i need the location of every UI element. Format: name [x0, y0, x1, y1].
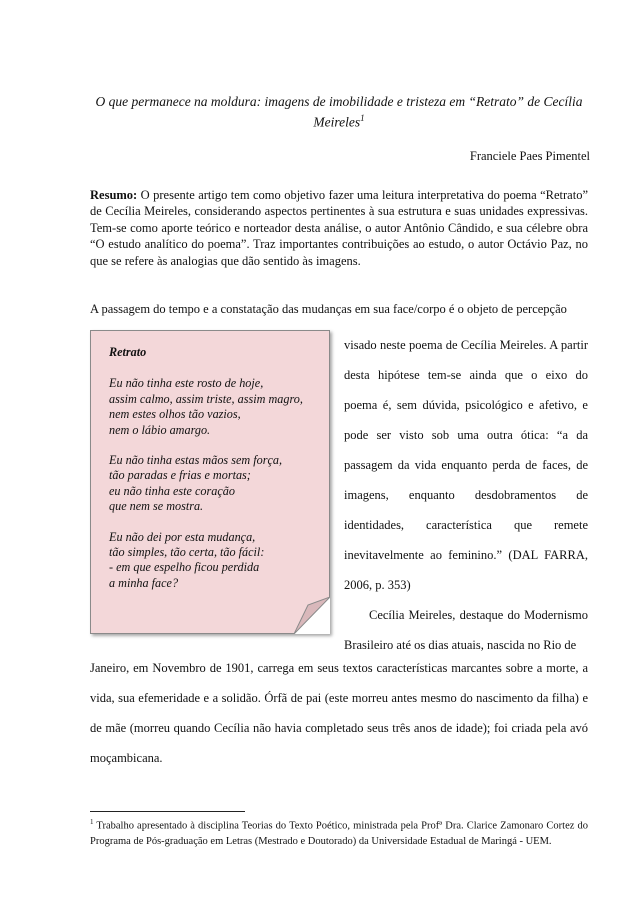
- poem-line: que nem se mostra.: [109, 499, 204, 514]
- poem-line: assim calmo, assim triste, assim magro,: [109, 391, 303, 406]
- paragraph-2-start: Cecília Meireles, destaque do Modernismo Brasileiro até os dias atuais, nascida no Rio de: [344, 608, 588, 652]
- poem-line: nem o lábio amargo.: [109, 422, 211, 437]
- poem: [109, 345, 324, 606]
- article-title: [90, 93, 588, 131]
- poem-line: tão paradas e frias e mortas;: [109, 468, 251, 483]
- right-column: [344, 330, 588, 660]
- footnote-text: Trabalho apresentado à disciplina Teorias do Texto Poético, ministrada pela Profª Dra. Clarice Zamonaro Cortez do Programa de Pós-graduação em Letras (Mestrado e Doutorado) da Universidade Estadual de Maringá - UEM.: [90, 820, 588, 847]
- poem-title: Retrato: [109, 345, 147, 359]
- poem-box: [90, 330, 330, 634]
- title-footnote-marker: 1: [360, 113, 365, 123]
- abstract-label: Resumo:: [90, 188, 138, 202]
- poem-line: a minha face?: [109, 575, 179, 590]
- poem-stanza: [109, 376, 324, 438]
- paragraph-1-continued: visado neste poema de Cecília Meireles. A partir desta hipótese tem-se ainda que o eixo do poema é, sem dúvida, psicológico e afetivo, e pode ser visto sob uma outra ótica: “a da passagem da vida enquanto perda de faces, de imagens, enquanto desdobramentos de identidades, característica que remete inevitavelmente ao feminino.” (DAL FARRA, 2006, p. 353): [344, 338, 588, 592]
- poem-stanza: [109, 453, 324, 515]
- footnote-marker: 1: [90, 818, 94, 826]
- poem-line: Eu não tinha estas mãos sem força,: [109, 453, 282, 468]
- abstract-text: O presente artigo tem como objetivo fazer uma leitura interpretativa do poema “Retrato” de Cecília Meireles, considerando aspectos pertinentes à sua estrutura e suas unidades expressivas. Tem-se como aporte teórico e norteador desta análise, o autor Antônio Cândido, e sua célebre obra “O estudo analítico do poema”. Traz importantes contribuições ao estudo, o autor Octávio Paz, no que se refere às analogias que dão sentido às imagens.: [90, 188, 588, 268]
- poem-line: - em que espelho ficou perdida: [109, 560, 260, 575]
- author-name: Franciele Paes Pimentel: [469, 149, 590, 163]
- title-text: O que permanece na moldura: imagens de imobilidade e tristeza em “Retrato” de Cecília Meireles: [95, 94, 583, 130]
- footnote: [90, 815, 588, 849]
- poem-line: nem estes olhos tão vazios,: [109, 407, 241, 422]
- abstract: [90, 187, 588, 269]
- footnote-divider: [90, 811, 245, 812]
- note-page-curl-icon: [294, 597, 330, 634]
- poem-stanza: [109, 530, 324, 592]
- paragraph-2-continued: Janeiro, em Novembro de 1901, carrega em seus textos características marcantes sobre a morte, a vida, sua efemeridade e a solidão. Órfã de pai (este morreu antes mesmo do nascimento da filha) e de mãe (morreu quando Cecília não havia completado seus três anos de idade); foi criada pela avó moçambicana.: [90, 661, 588, 765]
- poem-line: Eu não tinha este rosto de hoje,: [109, 376, 264, 391]
- poem-line: Eu não dei por esta mudança,: [109, 529, 256, 544]
- paragraph-1-first-line: A passagem do tempo e a constatação das mudanças em sua face/corpo é o objeto de percepção: [90, 302, 567, 316]
- poem-line: tão simples, tão certa, tão fácil:: [109, 545, 265, 560]
- poem-line: eu não tinha este coração: [109, 483, 235, 498]
